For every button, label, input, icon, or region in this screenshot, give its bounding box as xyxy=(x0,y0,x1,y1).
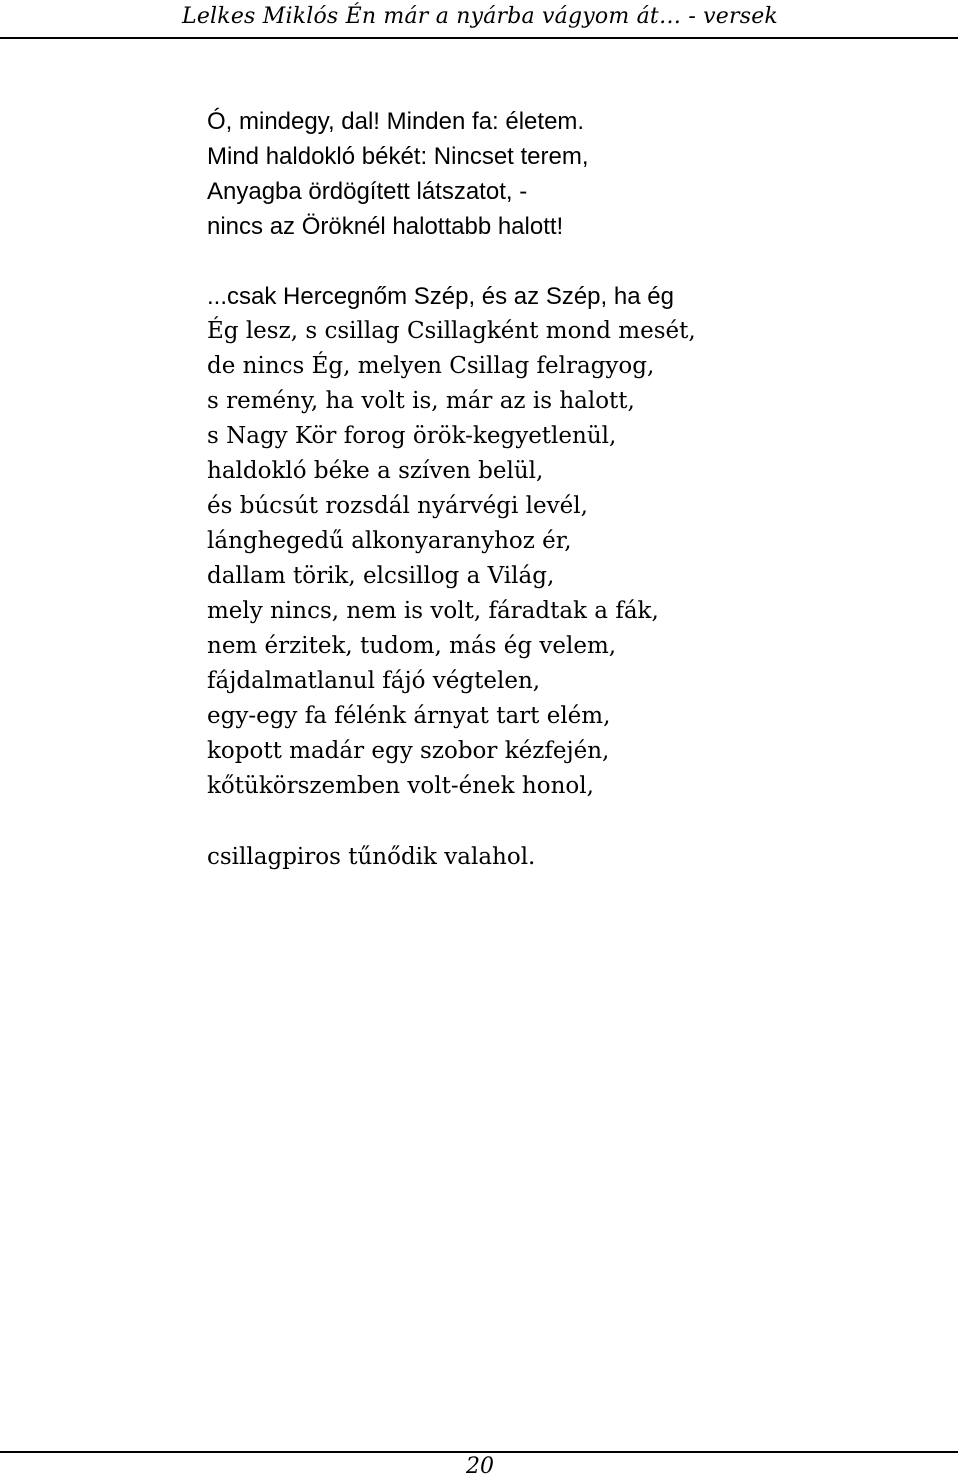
poem-line: lánghegedű alkonyaranyhoz ér, xyxy=(207,528,572,554)
poem-line: kőtükörszemben volt-ének honol, xyxy=(207,773,594,799)
page-number: 20 xyxy=(466,1454,494,1479)
poem-line: Ég lesz, s csillag Csillagként mond mesét, xyxy=(207,318,696,344)
poem-line: Ó, mindegy, dal! Minden fa: életem. xyxy=(207,108,585,135)
poem-stanza-1 xyxy=(207,104,589,244)
poem-line: és búcsút rozsdál nyárvégi levél, xyxy=(207,493,588,519)
poem-line: egy-egy fa félénk árnyat tart elém, xyxy=(207,703,611,729)
header-rule xyxy=(0,37,958,39)
poem-line: ...csak Hercegnőm Szép, és az Szép, ha ég xyxy=(207,283,674,310)
poem-line: Mind haldokló békét: Nincset terem, xyxy=(207,143,589,170)
poem-line: Anyagba ördögített látszatot, - xyxy=(207,178,528,205)
poem-line: nincs az Öröknél halottabb halott! xyxy=(207,213,564,240)
poem-line: haldokló béke a szíven belül, xyxy=(207,458,544,484)
poem-line: dallam törik, elcsillog a Világ, xyxy=(207,563,555,589)
poem-line: s remény, ha volt is, már az is halott, xyxy=(207,388,635,414)
poem-line: s Nagy Kör forog örök-kegyetlenül, xyxy=(207,423,617,449)
poem-stanza-2 xyxy=(207,279,696,804)
poem-line: mely nincs, nem is volt, fáradtak a fák, xyxy=(207,598,659,624)
poem-line: de nincs Ég, melyen Csillag felragyog, xyxy=(207,353,655,379)
running-header: Lelkes Miklós Én már a nyárba vágyom át… - versek xyxy=(182,4,778,29)
poem-line: nem érzitek, tudom, más ég velem, xyxy=(207,633,617,659)
poem-line: fájdalmatlanul fájó végtelen, xyxy=(207,668,541,694)
poem-line: csillagpiros tűnődik valahol. xyxy=(207,844,536,870)
poem-stanza-3 xyxy=(207,840,535,875)
poem-line: kopott madár egy szobor kézfején, xyxy=(207,738,610,764)
